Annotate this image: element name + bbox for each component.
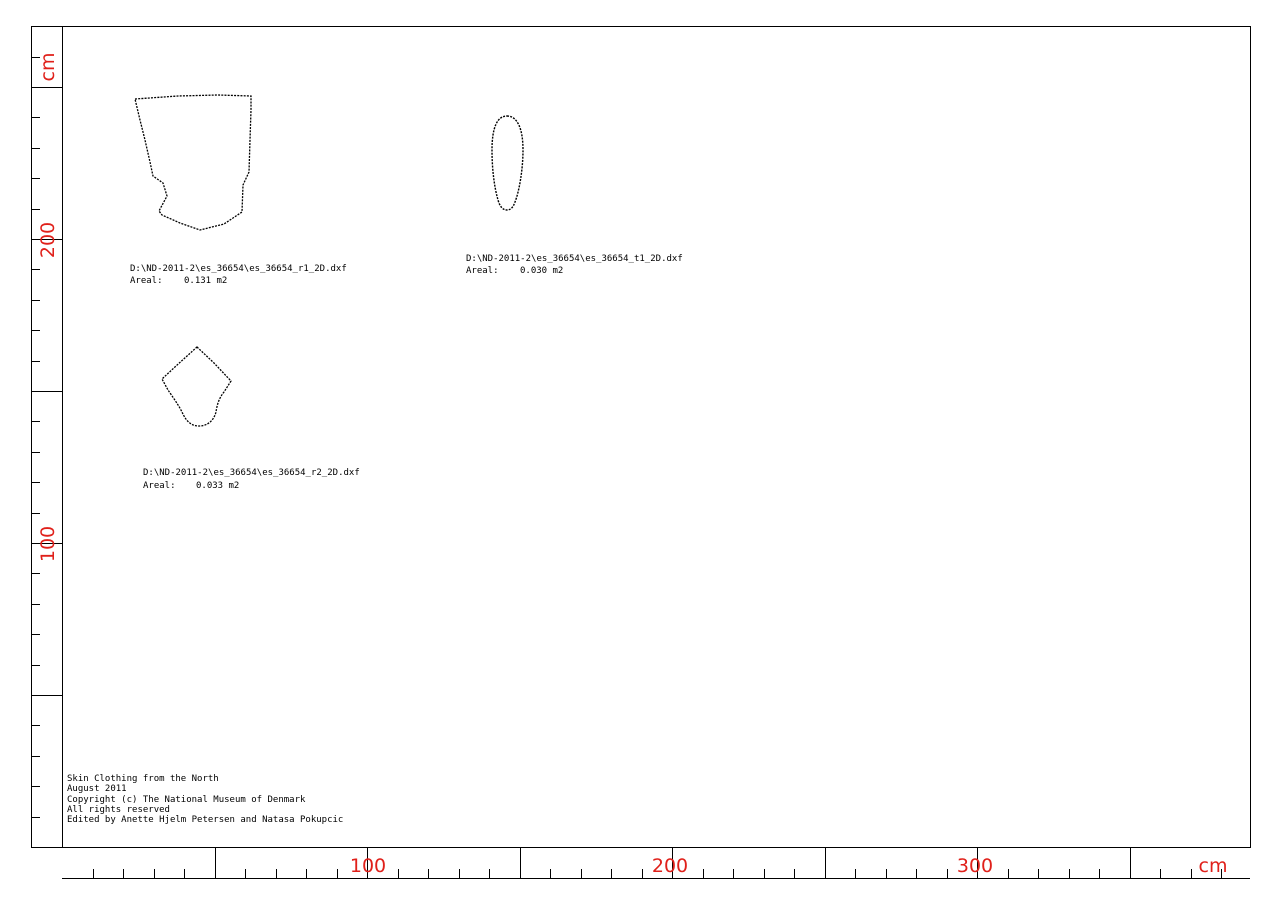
drawing-frame [32,27,1251,848]
left-scale-100: 100 [37,525,59,563]
piece-r2-area-value: 0.033 m2 [196,481,240,491]
left-scale-200: 200 [37,221,59,259]
credit-date: August 2011 [67,784,127,794]
piece-r2-outline [162,347,231,426]
piece-r1-area-label: Areal: [130,276,163,286]
bottom-scale-100: 100 [349,855,387,877]
credit-editors: Edited by Anette Hjelm Petersen and Natasa Pokupcic [67,815,344,825]
bottom-scale-300: 300 [956,855,994,877]
piece-t1-area-value: 0.030 m2 [520,266,564,276]
piece-t1-outline [492,116,523,210]
bottom-scale-200: 200 [651,855,689,877]
credit-rights: All rights reserved [67,805,170,815]
left-scale-unit: cm [37,52,59,82]
piece-t1-path: D:\ND-2011-2\es_36654\es_36654_t1_2D.dxf [466,254,683,264]
piece-t1-area-label: Areal: [466,266,499,276]
piece-r1-area-value: 0.131 m2 [184,276,228,286]
credit-title: Skin Clothing from the North [67,774,219,784]
left-ruler-ticks [31,58,62,818]
credit-copyright: Copyright (c) The National Museum of Denmark [67,795,306,805]
piece-r1-outline [135,95,251,230]
bottom-scale-unit: cm [1198,855,1228,877]
piece-r2-path: D:\ND-2011-2\es_36654\es_36654_r2_2D.dxf [143,468,360,478]
piece-r1-path: D:\ND-2011-2\es_36654\es_36654_r1_2D.dxf [130,264,347,274]
piece-r2-area-label: Areal: [143,481,176,491]
